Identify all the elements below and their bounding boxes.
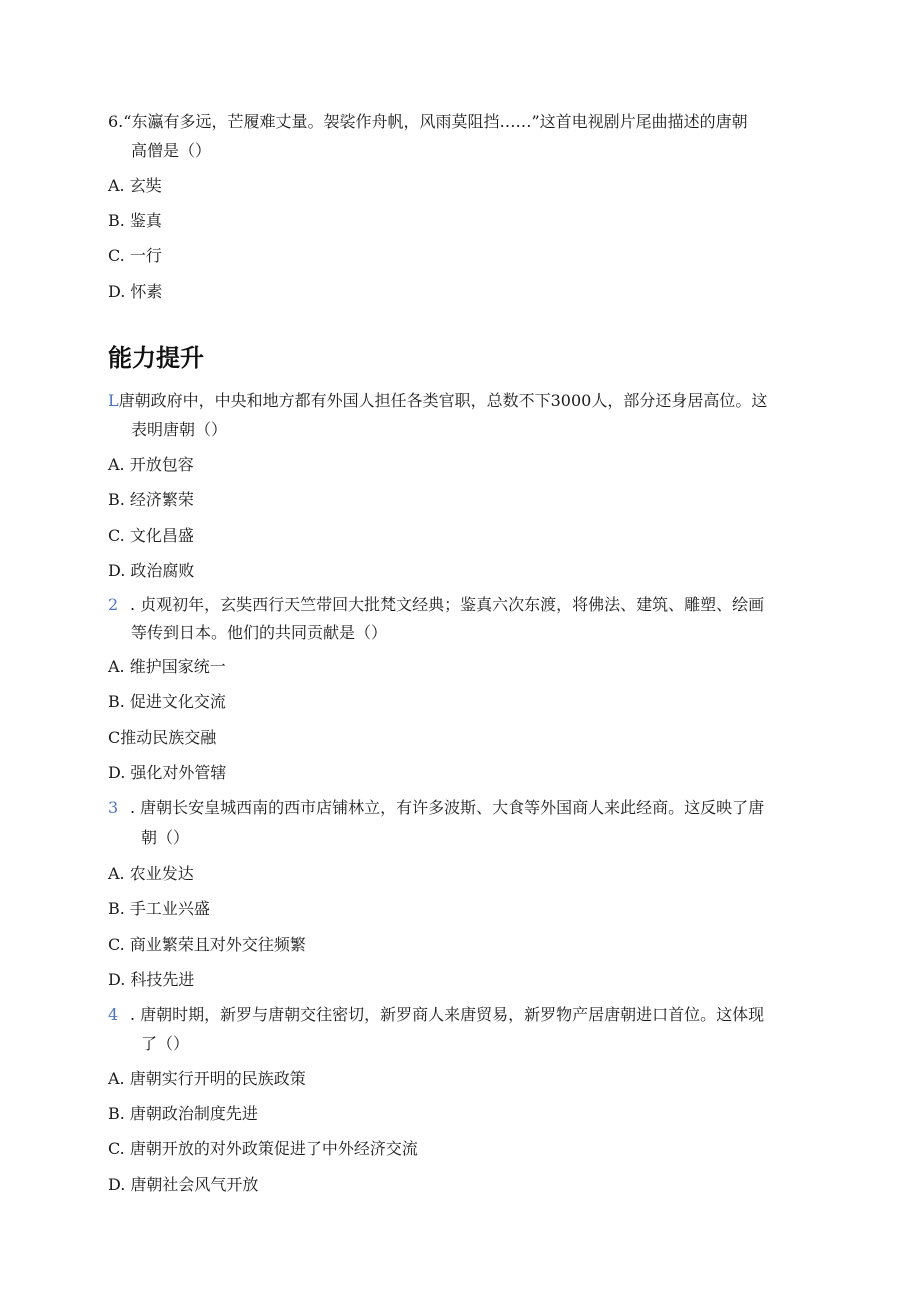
question-2-option-a: A. 维护国家统一: [108, 657, 226, 676]
question-6-option-a: A. 玄奘: [108, 176, 162, 195]
question-4-option-c: C. 唐朝开放的对外政策促进了中外经济交流: [108, 1139, 418, 1158]
question-2-text: . 贞观初年，玄奘西行天竺带回大批梵文经典；鉴真六次东渡，将佛法、建筑、雕塑、绘画: [130, 595, 765, 614]
question-4-option-a: A. 唐朝实行开明的民族政策: [108, 1069, 306, 1088]
question-1-text: 唐朝政府中，中央和地方都有外国人担任各类官职，总数不下3000人，部分还身居高位。这: [118, 391, 768, 410]
question-2-option-c: C推动民族交融: [108, 728, 217, 747]
question-4-option-d: D. 唐朝社会风气开放: [108, 1175, 259, 1194]
question-1-option-d: D. 政治腐败: [108, 561, 195, 580]
question-1-line-2: 表明唐朝（）: [131, 420, 228, 439]
question-6-option-c: C. 一行: [108, 246, 162, 265]
question-6-text: “东瀛有多远，芒履难丈量。袈裟作舟帆，风雨莫阻挡……”这首电视剧片尾曲描述的唐朝: [123, 112, 748, 131]
question-3-text: . 唐朝长安皇城西南的西市店铺林立，有许多波斯、大食等外国商人来此经商。这反映了唐: [130, 798, 765, 817]
question-2-line-2: 等传到日本。他们的共同贡献是（）: [131, 623, 388, 642]
question-4-line-2: 了（）: [141, 1034, 190, 1053]
question-3-option-b: B. 手工业兴盛: [108, 899, 210, 918]
question-4-line-1: [108, 1005, 764, 1025]
question-2-line-1: [108, 595, 764, 615]
section-title: 能力提升: [108, 344, 204, 372]
question-4-option-b: B. 唐朝政治制度先进: [108, 1104, 258, 1123]
question-6-option-d: D. 怀素: [108, 282, 163, 301]
question-1-option-b: B. 经济繁荣: [108, 490, 194, 509]
question-6-option-b: B. 鉴真: [108, 211, 162, 230]
question-2-option-d: D. 强化对外管辖: [108, 763, 227, 782]
question-1-option-c: C. 文化昌盛: [108, 526, 194, 545]
question-1-number: L: [108, 391, 119, 410]
question-3-option-d: D. 科技先进: [108, 970, 195, 989]
question-3-option-a: A. 农业发达: [108, 864, 194, 883]
question-3-option-c: C. 商业繁荣且对外交往频繁: [108, 935, 306, 954]
question-2-number: 2: [108, 595, 119, 614]
question-1-line-1: [108, 391, 767, 411]
question-4-number: 4: [108, 1005, 119, 1024]
question-3-line-1: [108, 798, 764, 818]
question-6-line-1: [108, 112, 748, 132]
question-3-number: 3: [108, 798, 119, 817]
question-3-line-2: 朝（）: [141, 828, 190, 847]
question-2-option-b: B. 促进文化交流: [108, 692, 226, 711]
question-1-option-a: A. 开放包容: [108, 455, 194, 474]
question-6-number: 6.: [108, 112, 124, 131]
question-4-text: . 唐朝时期，新罗与唐朝交往密切，新罗商人来唐贸易，新罗物产居唐朝进口首位。这体现: [130, 1005, 765, 1024]
question-6-line-2: 高僧是（）: [131, 141, 212, 160]
